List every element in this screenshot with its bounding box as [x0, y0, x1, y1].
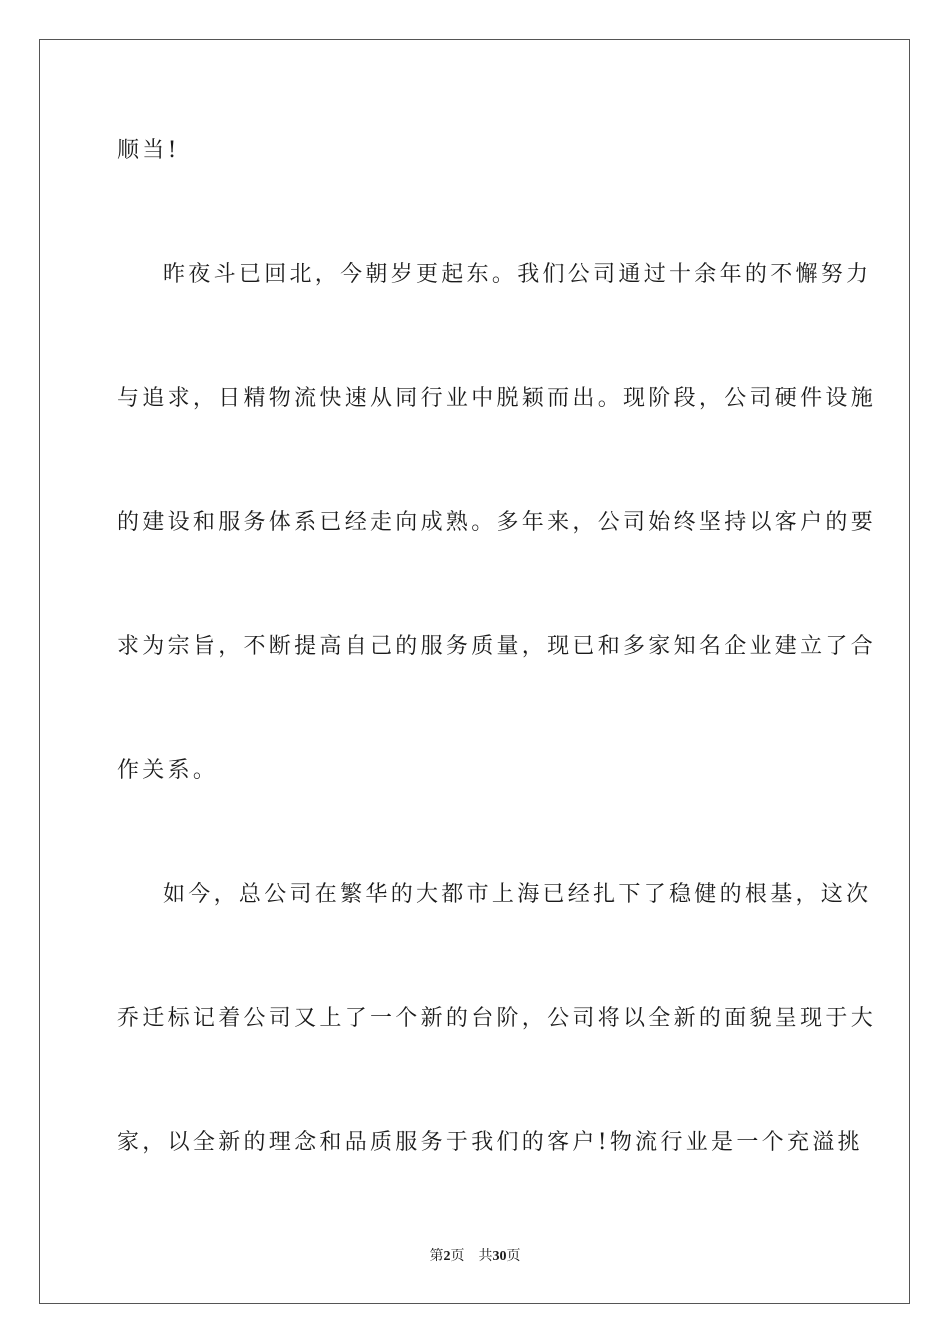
body-text-line: 与追求，日精物流快速从同行业中脱颖而出。现阶段，公司硬件设施 — [117, 386, 877, 411]
total-prefix: 共 — [478, 1249, 493, 1264]
page-suffix: 页 — [450, 1249, 465, 1264]
total-suffix: 页 — [506, 1249, 521, 1264]
body-text-line: 如今，总公司在繁华的大都市上海已经扎下了稳健的根基，这次 — [163, 882, 872, 907]
page-prefix: 第 — [429, 1249, 444, 1264]
total-pages: 30 — [492, 1249, 507, 1264]
body-text-line: 顺当! — [117, 138, 180, 163]
body-text-line: 作关系。 — [117, 758, 219, 783]
body-text-line: 求为宗旨，不断提高自己的服务质量，现已和多家知名企业建立了合 — [117, 634, 877, 659]
page-number: 2 — [443, 1249, 451, 1264]
page-footer — [0, 1248, 950, 1266]
body-text-line: 家，以全新的理念和品质服务于我们的客户!物流行业是一个充溢挑 — [117, 1130, 863, 1155]
body-text-line: 昨夜斗已回北，今朝岁更起东。我们公司通过十余年的不懈努力 — [163, 262, 872, 287]
body-text-line: 的建设和服务体系已经走向成熟。多年来，公司始终坚持以客户的要 — [117, 510, 877, 535]
body-text-line: 乔迁标记着公司又上了一个新的台阶，公司将以全新的面貌呈现于大 — [117, 1006, 877, 1031]
page-frame — [39, 39, 910, 1304]
